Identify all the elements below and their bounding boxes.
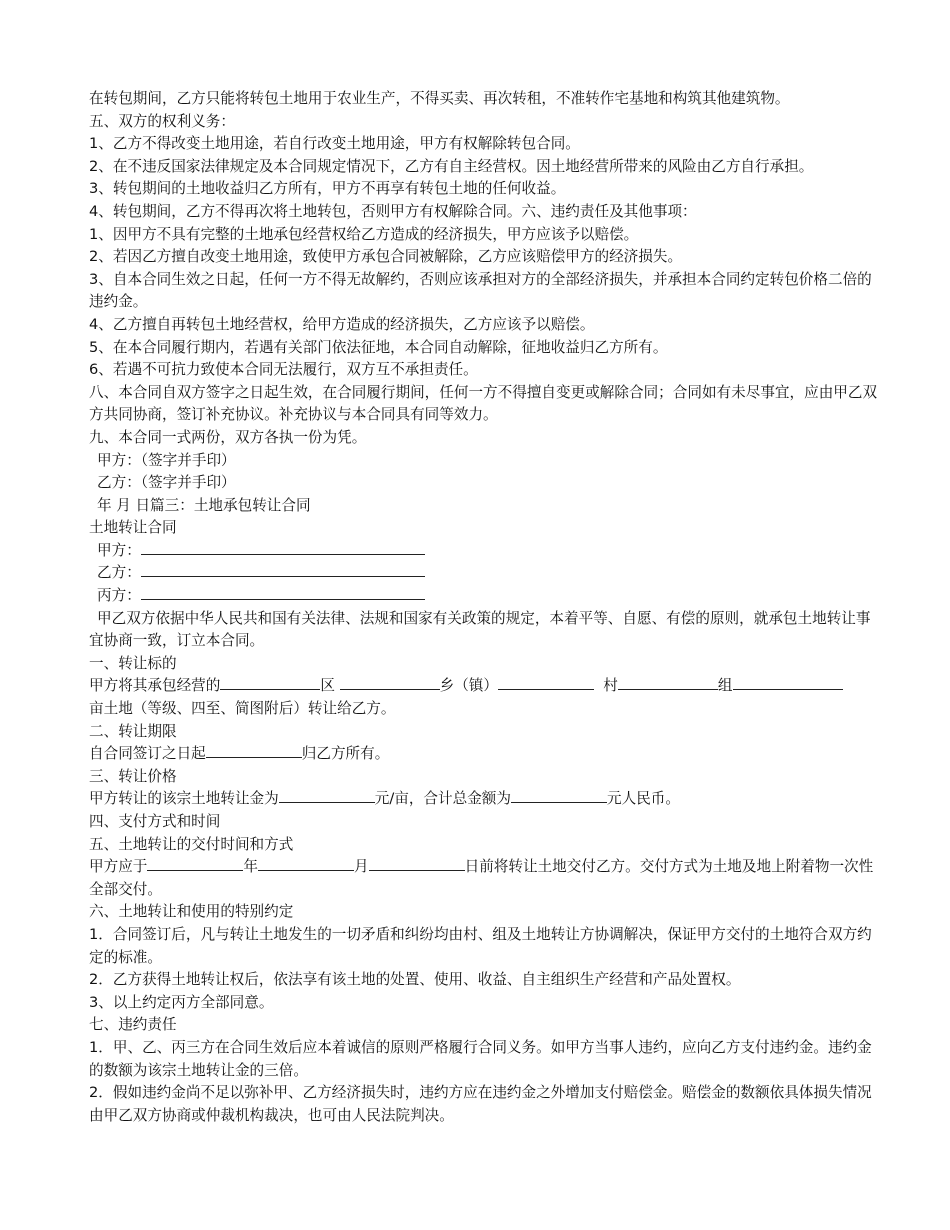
party-b-label: 乙方： bbox=[97, 564, 141, 582]
section-heading: 七、违约责任 bbox=[89, 1016, 177, 1034]
section-heading: 二、转让期限 bbox=[89, 722, 177, 740]
section-heading: 一、转让标的 bbox=[89, 654, 177, 672]
text: 组 bbox=[717, 677, 733, 695]
text: 月 bbox=[354, 858, 369, 876]
township-blank[interactable] bbox=[340, 675, 440, 690]
year-blank[interactable] bbox=[147, 856, 243, 871]
start-date-blank[interactable] bbox=[206, 743, 302, 758]
text: 日前将转让土地交付乙方。交付方式为土地及地上附着物一次性全部交付。 bbox=[89, 858, 874, 898]
text: 元/亩，合计总金额为 bbox=[374, 790, 511, 808]
party-a-blank[interactable] bbox=[141, 540, 425, 555]
section-heading: 四、支付方式和时间 bbox=[89, 813, 221, 830]
list-item: 6、若遇不可抗力致使本合同无法履行，双方互不承担责任。 bbox=[89, 361, 478, 379]
list-item: 3、以上约定丙方全部同意。 bbox=[89, 993, 274, 1011]
section-heading: 五、土地转让的交付时间和方式 bbox=[89, 835, 294, 853]
paragraph: 甲乙双方依据中华人民共和国有关法律、法规和国家有关政策的规定，本着平等、自愿、有偿的原则，就承包土地转让事宜协商一致，订立本合同。 bbox=[89, 609, 871, 650]
text: 归乙方所有。 bbox=[301, 745, 390, 763]
list-item: 3、转包期间的土地收益归乙方所有，甲方不再享有转包土地的任何收益。 bbox=[89, 180, 566, 198]
party-a-field bbox=[89, 540, 879, 563]
day-blank[interactable] bbox=[369, 856, 465, 871]
transfer-term-line bbox=[89, 743, 879, 766]
list-item: 4、转包期间，乙方不得再次将土地转包，否则甲方有权解除合同。六、违约责任及其他事项： bbox=[89, 202, 697, 220]
list-item: 1、因甲方不具有完整的土地承包经营权给乙方造成的经济损失，甲方应该予以赔偿。 bbox=[89, 225, 639, 243]
village-blank[interactable] bbox=[498, 675, 594, 690]
text: 村 bbox=[603, 677, 618, 695]
party-a-label: 甲方： bbox=[97, 541, 141, 559]
list-item: 1．合同签订后，凡与转让土地发生的一切矛盾和纠纷均由村、组及土地转让方协调解决，保证甲方交付的土地符合双方约定的标准。 bbox=[89, 925, 872, 966]
text: 甲方转让的该宗土地转让金为 bbox=[89, 790, 279, 808]
price-per-mu-blank[interactable] bbox=[279, 788, 375, 803]
party-c-label: 丙方： bbox=[97, 587, 141, 605]
village-blank-2[interactable] bbox=[618, 675, 718, 690]
section-heading: 五、双方的权利义务： bbox=[89, 112, 235, 130]
paragraph: 在转包期间，乙方只能将转包土地用于农业生产，不得买卖、再次转租，不准转作宅基地和构筑其他建筑物。 bbox=[89, 90, 790, 107]
signature-party-a: 甲方：（签字并手印） bbox=[97, 451, 236, 469]
contract-title: 土地转让合同 bbox=[89, 519, 177, 537]
month-blank[interactable] bbox=[258, 856, 354, 871]
date-and-part-title: 年 月 日篇三：土地承包转让合同 bbox=[97, 496, 311, 514]
list-item: 1、乙方不得改变土地用途，若自行改变土地用途，甲方有权解除转包合同。 bbox=[89, 135, 580, 153]
paragraph: 八、本合同自双方签字之日起生效，在合同履行期间，任何一方不得擅自变更或解除合同；合同如有未尽事宜，应由甲乙双方共同协商，签订补充协议。补充协议与本合同具有同等效力。 bbox=[89, 383, 878, 424]
text: 元人民币。 bbox=[607, 790, 680, 808]
section-heading: 三、转让价格 bbox=[89, 767, 177, 785]
contract-document bbox=[89, 88, 879, 1127]
transfer-price-line bbox=[89, 788, 879, 811]
list-item: 3、自本合同生效之日起，任何一方不得无故解约，否则应该承担对方的全部经济损失，并承担本合同约定转包价格二倍的违约金。 bbox=[89, 270, 872, 311]
district-blank[interactable] bbox=[220, 675, 320, 690]
list-item: 4、乙方擅自再转包土地经营权，给甲方造成的经济损失，乙方应该予以赔偿。 bbox=[89, 315, 595, 333]
list-item: 1．甲、乙、丙三方在合同生效后应本着诚信的原则严格履行合同义务。如甲方当事人违约，应向乙方支付违约金。违约金的数额为该宗土地转让金的三倍。 bbox=[89, 1038, 872, 1079]
list-item: 2、在不违反国家法律规定及本合同规定情况下，乙方有自主经营权。因土地经营所带来的风险由乙方自行承担。 bbox=[89, 157, 814, 175]
party-b-blank[interactable] bbox=[141, 562, 425, 577]
text: 自合同签订之日起 bbox=[89, 745, 206, 763]
party-b-field bbox=[89, 562, 879, 585]
text: 甲方应于 bbox=[89, 858, 148, 876]
list-item: 2．假如违约金尚不足以弥补甲、乙方经济损失时，违约方应在违约金之外增加支付赔偿金。赔偿金的数额依具体损失情况由甲乙双方协商或仲裁机构裁决，也可由人民法院判决。 bbox=[89, 1084, 872, 1124]
signature-party-b: 乙方：（签字并手印） bbox=[97, 474, 236, 492]
total-amount-blank[interactable] bbox=[511, 788, 607, 803]
list-item: 2．乙方获得土地转让权后，依法享有该土地的处置、使用、收益、自主组织生产经营和产品处置权。 bbox=[89, 971, 741, 989]
text: 区 bbox=[320, 677, 335, 695]
transfer-location-line bbox=[89, 675, 879, 698]
text: 甲方将其承包经营的 bbox=[89, 677, 221, 695]
paragraph: 亩土地（等级、四至、简图附后）转让给乙方。 bbox=[89, 700, 396, 718]
paragraph: 九、本合同一式两份，双方各执一份为凭。 bbox=[89, 428, 367, 446]
delivery-date-paragraph bbox=[89, 856, 879, 901]
text: 年 bbox=[243, 858, 258, 876]
party-c-field bbox=[89, 585, 879, 608]
list-item: 2、若因乙方擅自改变土地用途，致使甲方承包合同被解除，乙方应该赔偿甲方的经济损失。 bbox=[89, 248, 683, 266]
party-c-blank[interactable] bbox=[141, 585, 425, 600]
list-item: 5、在本合同履行期内，若遇有关部门依法征地，本合同自动解除，征地收益归乙方所有。 bbox=[89, 338, 668, 356]
section-heading: 六、土地转让和使用的特别约定 bbox=[89, 903, 294, 921]
text: 乡（镇） bbox=[439, 677, 498, 695]
group-blank[interactable] bbox=[733, 675, 843, 690]
